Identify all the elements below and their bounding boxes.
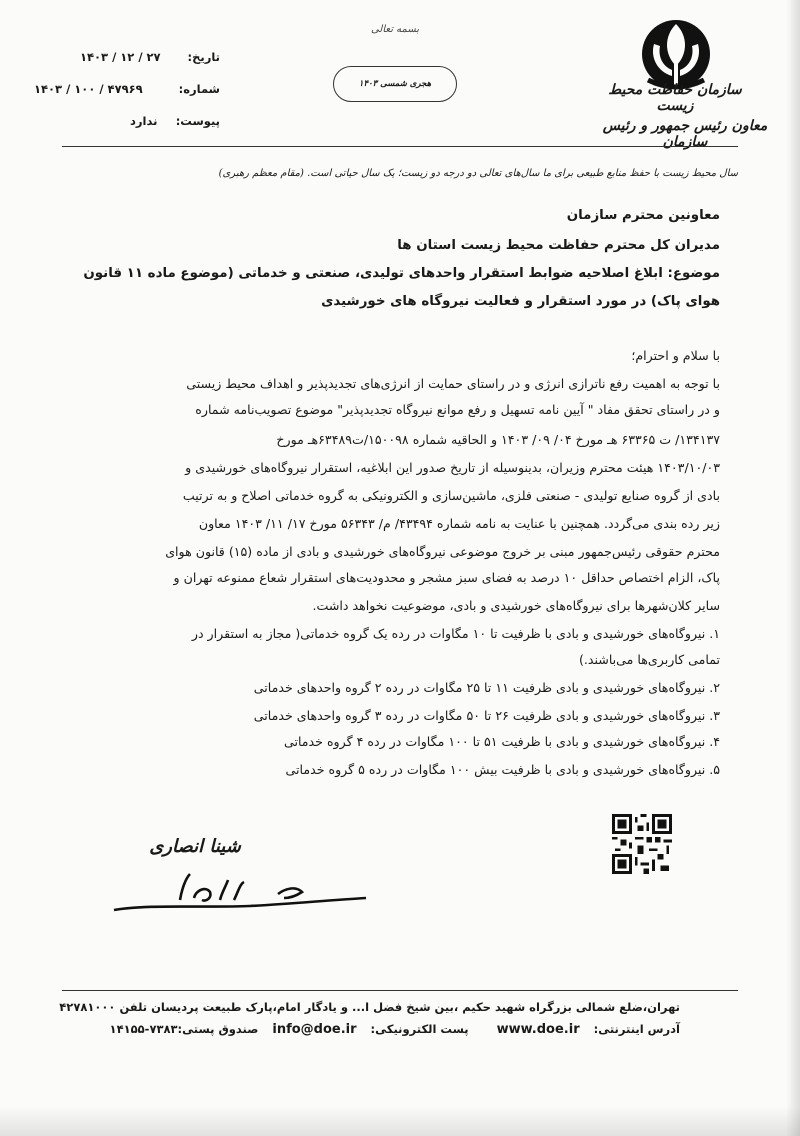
signature-icon xyxy=(110,870,370,920)
bismillah: بسمه تعالی xyxy=(370,24,420,35)
footer-address: تهران،ضلع شمالی بزرگراه شهید حکیم ،بین شیخ فضل ا... و یادگار امام،پارک طبیعت پردیسان تلفن ۴۲۷۸۱۰۰۰ xyxy=(59,1000,680,1014)
header-divider xyxy=(62,146,738,147)
attachment-row xyxy=(130,114,220,130)
paragraph-line: زیر رده بندی می‌گردد. همچنین با عنایت به نامه شماره ۴۳۴۹۴/ م/ ۵۶۳۴۳ مورخ ۱۷/ ۱۱/ ۱۴۰۳ معاون xyxy=(198,516,720,531)
footer-contacts xyxy=(109,1022,680,1037)
signatory-name: شینا انصاری xyxy=(149,836,241,857)
subject-line-2: هوای پاک) در مورد استقرار و فعالیت نیروگاه های خورشیدی xyxy=(321,294,720,309)
list-item: ۱. نیروگاه‌های خورشیدی و بادی با ظرفیت تا ۱۰ مگاوات در رده یک گروه خدماتی( مجاز به استقرار در xyxy=(191,626,720,641)
page-edge-shadow xyxy=(786,0,800,1136)
number-value: ۱۴۰۳ / ۱۰۰ / ۴۷۹۶۹ xyxy=(34,82,143,96)
date-label: تاریخ: xyxy=(187,50,220,64)
greeting: با سلام و احترام؛ xyxy=(631,348,720,363)
subject-line-1: موضوع: ابلاغ اصلاحیه ضوابط استقرار واحدهای تولیدی، صنعتی و خدماتی (موضوع ماده ۱۱ قانون xyxy=(83,266,720,281)
number-row xyxy=(34,82,220,98)
footer-email-label: پست الکترونیکی: xyxy=(370,1022,469,1036)
organization-subtitle: معاون رئیس جمهور و رئیس سازمان xyxy=(602,118,768,150)
list-item-continuation: تمامی کاربری‌ها می‌باشند.) xyxy=(578,652,720,667)
page-bottom-shadow xyxy=(0,1106,800,1136)
paragraph-line: با توجه به اهمیت رفع ناترازی انرژی و در راستای حمایت از انرژی‌های تجدیدپذیر و اهداف محیط زیستی xyxy=(186,376,720,391)
number-label: شماره: xyxy=(178,82,220,96)
addressee-1: معاونین محترم سازمان xyxy=(566,208,720,223)
list-item: ۲. نیروگاه‌های خورشیدی و بادی ظرفیت ۱۱ تا ۲۵ مگاوات در رده ۲ گروه واحدهای خدماتی xyxy=(253,680,720,695)
paragraph-line: و در راستای تحقق مفاد " آیین نامه تسهیل و رفع موانع نیروگاه تجدیدپذیر" موضوع تصویب‌نامه شماره xyxy=(195,402,720,417)
slogan-line: سال محیط زیست با حفظ منابع طبیعی برای ما سال‌های تعالی دو درجه دو زیست؛ یک سال حیاتی است. (مقام معظم رهبری) xyxy=(218,168,738,179)
attachment-value: ندارد xyxy=(130,114,158,128)
list-item: ۳. نیروگاه‌های خورشیدی و بادی ظرفیت ۲۶ تا ۵۰ مگاوات در رده ۳ گروه واحدهای خدماتی xyxy=(253,708,720,723)
date-value: ۱۴۰۳ / ۱۲ / ۲۷ xyxy=(80,50,161,64)
date-row xyxy=(80,50,220,66)
footer-website-label: آدرس اینترنتی: xyxy=(593,1022,680,1036)
footer-email[interactable]: info@doe.ir xyxy=(272,1022,357,1037)
list-item: ۵. نیروگاه‌های خورشیدی و بادی با ظرفیت بیش ۱۰۰ مگاوات در رده ۵ گروه خدماتی xyxy=(285,762,720,777)
paragraph-line: ۱۳۴۱۳۷/ ت ۶۳۳۶۵ هـ مورخ ۰۴/ ۰۹/ ۱۴۰۳ و الحاقیه شماره ۱۵۰۰۹۸/ت۶۳۴۸۹هـ مورخ xyxy=(276,432,720,447)
qr-code-icon xyxy=(612,814,672,874)
paragraph-line: بادی از گروه صنایع تولیدی - صنعتی فلزی، ماشین‌سازی و الکترونیکی به گروه خدماتی اصلاح و به ترتیب xyxy=(182,488,720,503)
list-item: ۴. نیروگاه‌های خورشیدی و بادی با ظرفیت ۵۱ تا ۱۰۰ مگاوات در رده ۴ گروه خدماتی xyxy=(283,734,720,749)
footer-divider xyxy=(62,990,738,991)
paragraph-line: سایر کلان‌شهرها برای نیروگاه‌های خورشیدی و بادی، موضوعیت نخواهد داشت. xyxy=(312,598,720,613)
organization-name: سازمان حفاظت محیط زیست xyxy=(608,82,742,114)
attachment-label: پیوست: xyxy=(175,114,220,128)
addressee-2: مدیران کل محترم حفاظت محیط زیست استان ها xyxy=(397,238,720,253)
paragraph-line: ۱۴۰۳/۱۰/۰۳ هیئت محترم وزیران، بدینوسیله از تاریخ صدور این ابلاغیه، استقرار نیروگاه‌های خورشیدی و xyxy=(185,460,720,475)
paragraph-line: محترم حقوقی رئیس‌جمهور مبنی بر خروج موضوعی نیروگاه‌های خورشیدی و بادی از ماده (۱۵) قانون هوای xyxy=(165,544,720,559)
paragraph-line: پاک، الزام اختصاص حداقل ۱۰ درصد به فضای سبز مشجر و محدودیت‌های استقرار شعاع ممنوعه تهران و xyxy=(173,570,720,585)
footer-website[interactable]: www.doe.ir xyxy=(496,1022,580,1037)
year-stamp: هجری شمسی ۱۴۰۳ xyxy=(333,66,457,102)
footer-pobox: صندوق پستی:۷۳۸۳-۱۴۱۵۵ xyxy=(109,1022,259,1036)
